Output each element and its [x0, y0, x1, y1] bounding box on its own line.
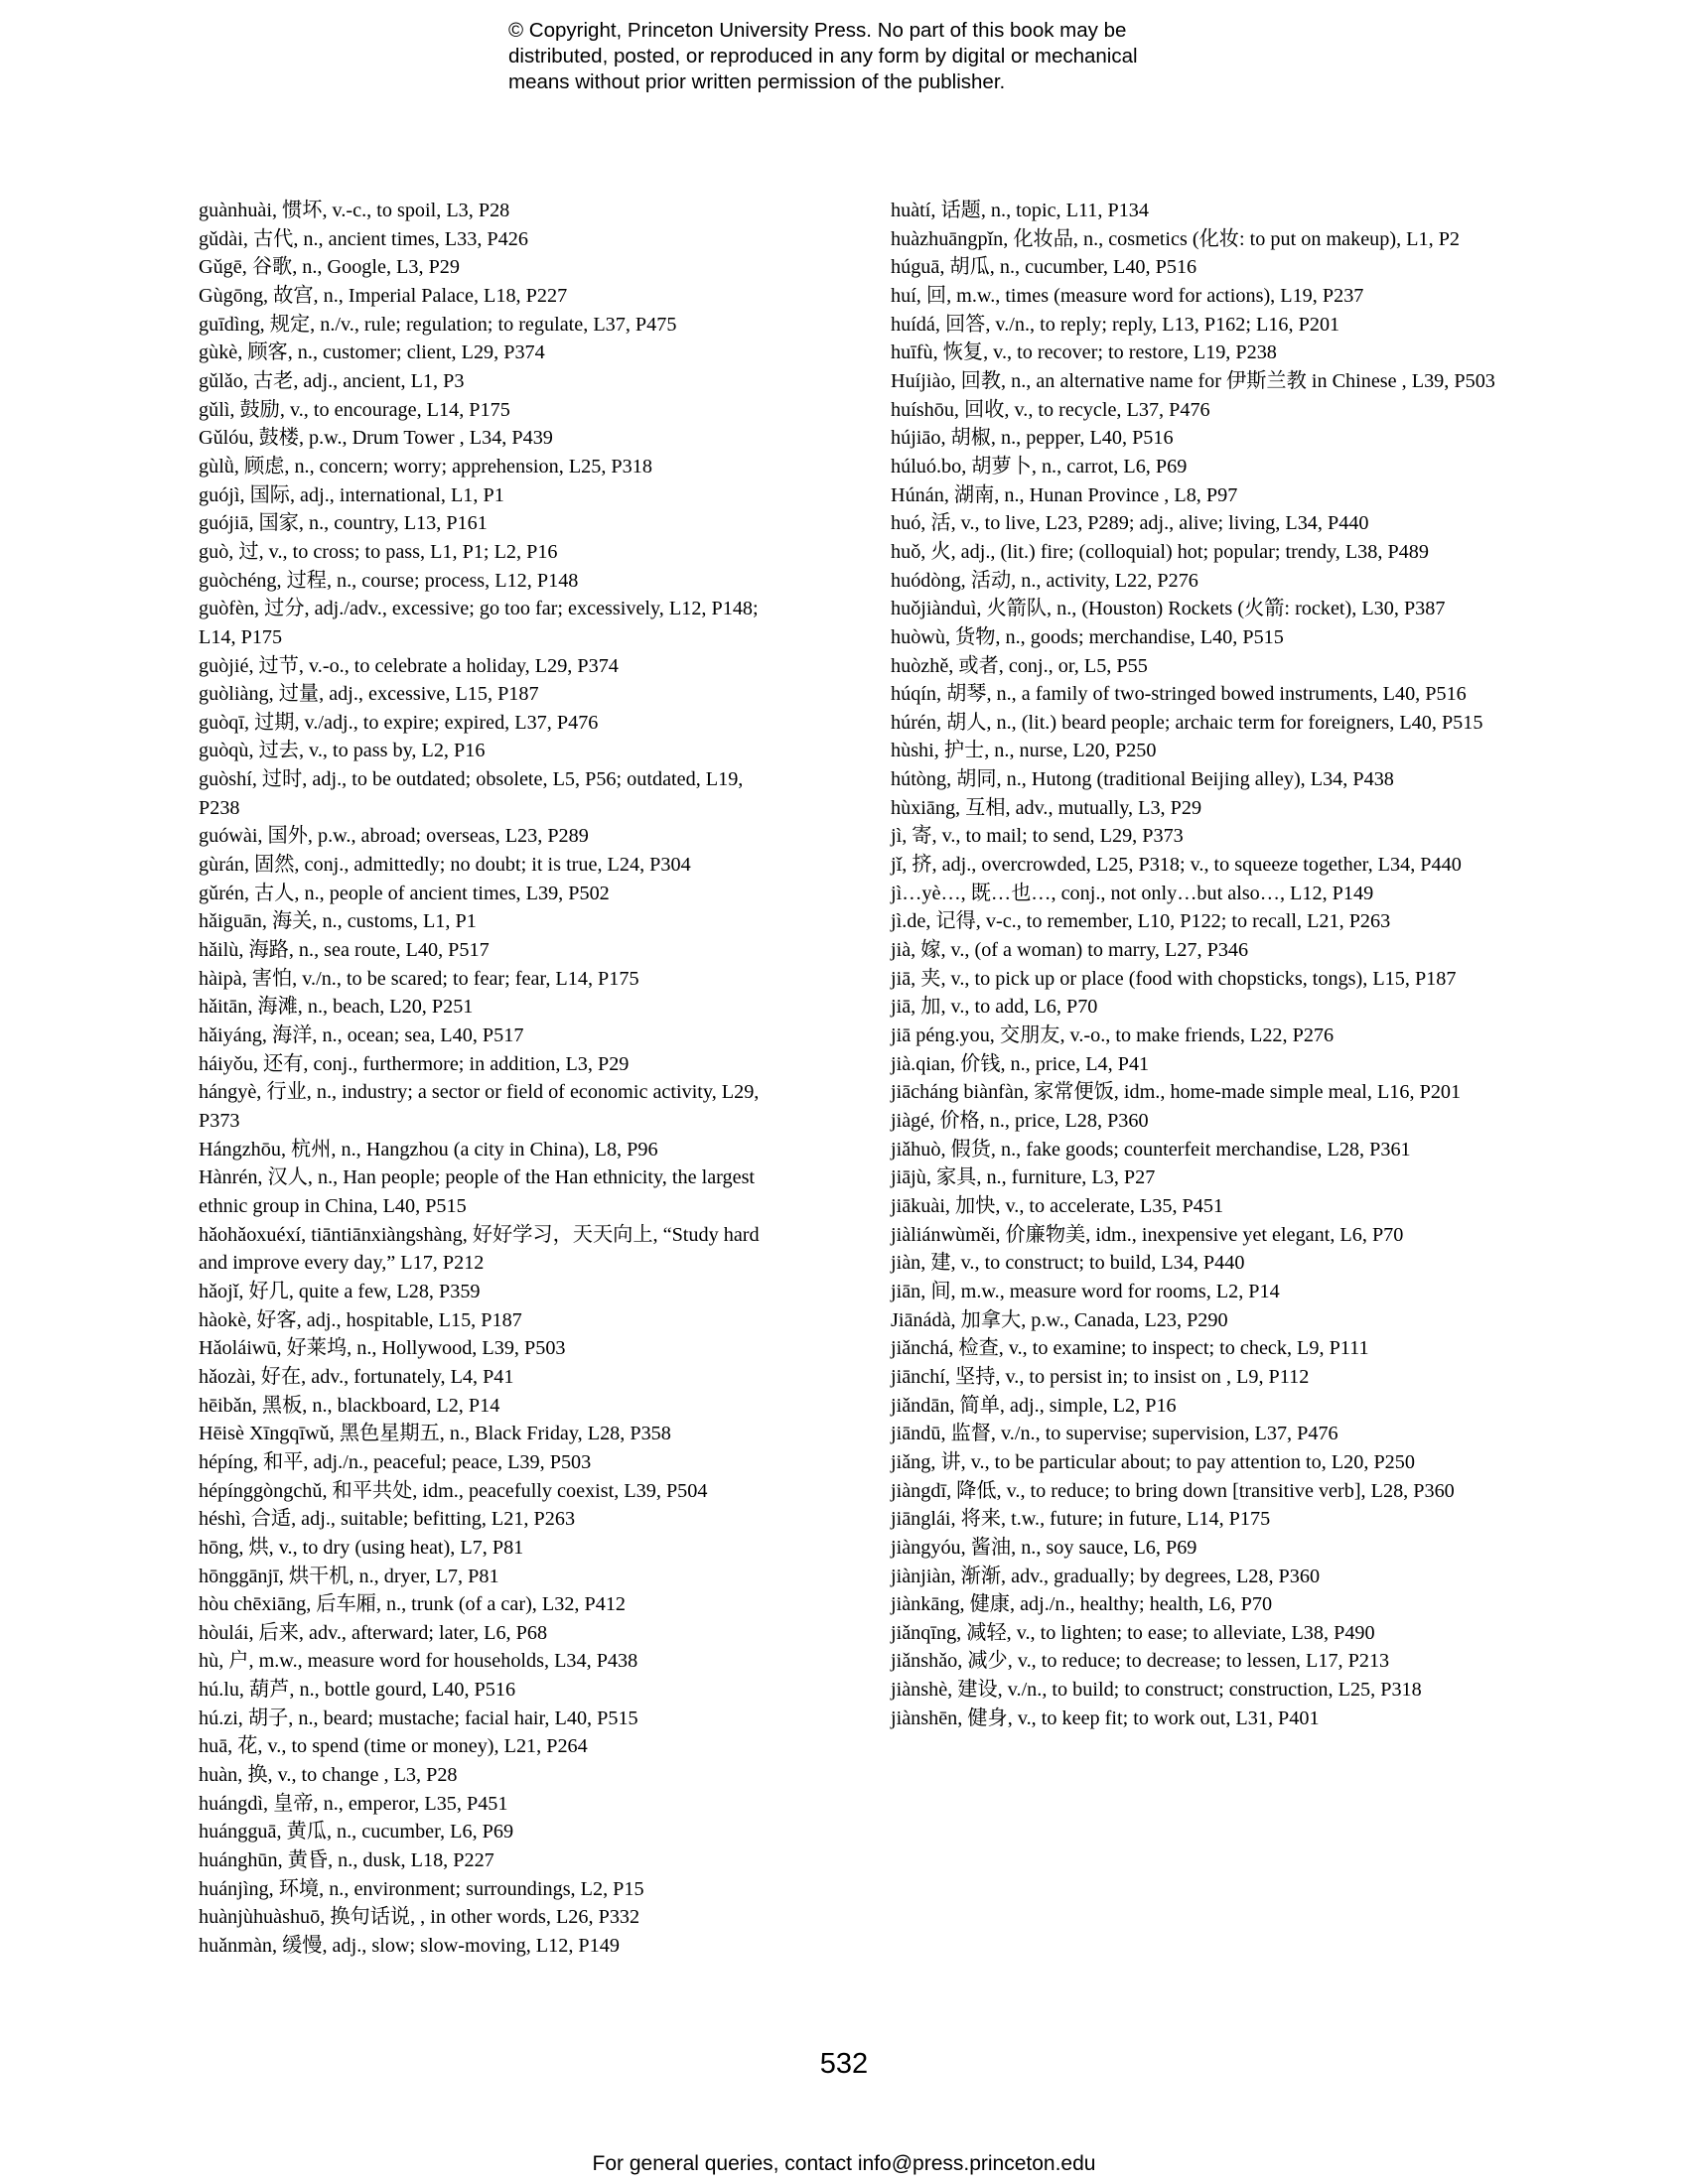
- glossary-entry: jǐ, 挤, adj., overcrowded, L25, P318; v., to squeeze together, L34, P440: [891, 854, 1462, 877]
- glossary-entry: jiānglái, 将来, t.w., future; in future, L14, P175: [891, 1508, 1271, 1531]
- glossary-entry: jiā, 夹, v., to pick up or place (food with chopsticks, tongs), L15, P187: [891, 967, 1457, 990]
- glossary-entry: jiàngdī, 降低, v., to reduce; to bring down [transitive verb], L28, P360: [891, 1479, 1455, 1502]
- glossary-entry: jiàn, 建, v., to construct; to build, L34, P440: [891, 1252, 1245, 1275]
- glossary-left-column: [199, 197, 784, 1961]
- glossary-entry: jiā péng.you, 交朋友, v.-o., to make friends, L22, P276: [891, 1024, 1335, 1047]
- glossary-entry: huódòng, 活动, n., activity, L22, P276: [891, 569, 1198, 592]
- glossary-entry: jiān, 间, m.w., measure word for rooms, L2, P14: [891, 1280, 1280, 1302]
- glossary-entry: húrén, 胡人, n., (lit.) beard people; archaic term for foreigners, L40, P515: [891, 711, 1483, 734]
- glossary-entry: hǎiguān, 海关, n., customs, L1, P1: [199, 910, 477, 933]
- glossary-entry: hù, 户, m.w., measure word for households, L34, P438: [199, 1650, 638, 1673]
- glossary-entry: jiǎng, 讲, v., to be particular about; to pay attention to, L20, P250: [891, 1450, 1415, 1473]
- glossary-entry: jiāndū, 监督, v./n., to supervise; supervision, L37, P476: [891, 1423, 1338, 1445]
- glossary-entry: húguā, 胡瓜, n., cucumber, L40, P516: [891, 256, 1197, 279]
- glossary-entry: jiànjiàn, 渐渐, adv., gradually; by degrees, L28, P360: [891, 1565, 1321, 1587]
- glossary-entry: jiǎhuò, 假货, n., fake goods; counterfeit merchandise, L28, P361: [891, 1138, 1411, 1160]
- glossary-entry: hú.zi, 胡子, n., beard; mustache; facial hair, L40, P515: [199, 1706, 638, 1729]
- glossary-entry: jiànshè, 建设, v./n., to build; to construct; construction, L25, P318: [891, 1679, 1422, 1702]
- glossary-entry: hǎiyáng, 海洋, n., ocean; sea, L40, P517: [199, 1024, 524, 1047]
- glossary-entry: Hēisè Xīngqīwǔ, 黑色星期五, n., Black Friday, L28, P358: [199, 1423, 671, 1445]
- glossary-entry: guòfèn, 过分, adj./adv., excessive; go too far; excessively, L12, P148; L14, P175: [199, 598, 759, 648]
- glossary-entry: hòulái, 后来, adv., afterward; later, L6, P68: [199, 1621, 548, 1644]
- glossary-entry: jiǎnshǎo, 减少, v., to reduce; to decrease; to lessen, L17, P213: [891, 1650, 1390, 1673]
- glossary-entry: jì.de, 记得, v-c., to remember, L10, P122; to recall, L21, P263: [891, 910, 1391, 933]
- glossary-entry: guójì, 国际, adj., international, L1, P1: [199, 483, 504, 506]
- glossary-entry: hēibǎn, 黑板, n., blackboard, L2, P14: [199, 1394, 500, 1417]
- glossary-entry: gùkè, 顾客, n., customer; client, L29, P374: [199, 341, 545, 364]
- glossary-entry: jiànshēn, 健身, v., to keep fit; to work out, L31, P401: [891, 1706, 1320, 1729]
- glossary-entry: jià, 嫁, v., (of a woman) to marry, L27, P346: [891, 939, 1249, 962]
- glossary-entry: jiǎnqīng, 减轻, v., to lighten; to ease; to alleviate, L38, P490: [891, 1621, 1375, 1644]
- glossary-entry: Hángzhōu, 杭州, n., Hangzhou (a city in China), L8, P96: [199, 1138, 658, 1160]
- glossary-entry: hú.lu, 葫芦, n., bottle gourd, L40, P516: [199, 1679, 516, 1702]
- page-number: 532: [819, 2048, 869, 2080]
- glossary-entry: huǒ, 火, adj., (lit.) fire; (colloquial) hot; popular; trendy, L38, P489: [891, 540, 1429, 563]
- glossary-entry: jiànkāng, 健康, adj./n., healthy; health, L6, P70: [891, 1593, 1273, 1616]
- glossary-entry: huàn, 换, v., to change , L3, P28: [199, 1764, 458, 1787]
- glossary-entry: gùrán, 固然, conj., admittedly; no doubt; it is true, L24, P304: [199, 854, 691, 877]
- glossary-entry: guò, 过, v., to cross; to pass, L1, P1; L2, P16: [199, 540, 558, 563]
- glossary-entry: gǔdài, 古代, n., ancient times, L33, P426: [199, 227, 528, 250]
- glossary-entry: hǎojǐ, 好几, quite a few, L28, P359: [199, 1280, 481, 1302]
- glossary-entry: hútòng, 胡同, n., Hutong (traditional Beijing alley), L34, P438: [891, 768, 1394, 791]
- glossary-entry: guòchéng, 过程, n., course; process, L12, P148: [199, 569, 579, 592]
- glossary-entry: Gǔlóu, 鼓楼, p.w., Drum Tower , L34, P439: [199, 427, 553, 450]
- glossary-entry: huànjùhuàshuō, 换句话说, , in other words, L26, P332: [199, 1906, 640, 1929]
- glossary-entry: húqín, 胡琴, n., a family of two-stringed bowed instruments, L40, P516: [891, 683, 1467, 706]
- glossary-entry: hǎohǎoxuéxí, tiāntiānxiàngshàng, 好好学习，天天向上, “Study hard and improve every day,” L17, P212: [199, 1223, 760, 1275]
- glossary-entry: Húnán, 湖南, n., Hunan Province , L8, P97: [891, 483, 1238, 506]
- glossary-entry: gǔrén, 古人, n., people of ancient times, L39, P502: [199, 882, 610, 904]
- glossary-entry: huǎnmàn, 缓慢, adj., slow; slow-moving, L12, P149: [199, 1935, 620, 1958]
- glossary-entry: huòzhě, 或者, conj., or, L5, P55: [891, 654, 1148, 677]
- glossary-entry: hàipà, 害怕, v./n., to be scared; to fear; fear, L14, P175: [199, 967, 639, 990]
- glossary-entry: huā, 花, v., to spend (time or money), L21, P264: [199, 1735, 588, 1758]
- glossary-entry: guówài, 国外, p.w., abroad; overseas, L23, P289: [199, 825, 589, 848]
- glossary-entry: hépíng, 和平, adj./n., peaceful; peace, L39, P503: [199, 1450, 592, 1473]
- glossary-entry: gǔlì, 鼓励, v., to encourage, L14, P175: [199, 398, 510, 421]
- glossary-entry: húluó.bo, 胡萝卜, n., carrot, L6, P69: [891, 455, 1188, 478]
- glossary-entry: huángdì, 皇帝, n., emperor, L35, P451: [199, 1792, 508, 1815]
- glossary-entry: hǎilù, 海路, n., sea route, L40, P517: [199, 939, 490, 962]
- glossary-entry: huíshōu, 回收, v., to recycle, L37, P476: [891, 398, 1210, 421]
- glossary-entry: huàtí, 话题, n., topic, L11, P134: [891, 200, 1149, 221]
- glossary-entry: gǔlǎo, 古老, adj., ancient, L1, P3: [199, 369, 465, 392]
- glossary-entry: huó, 活, v., to live, L23, P289; adj., alive; living, L34, P440: [891, 512, 1369, 535]
- glossary-entry: hōnggānjī, 烘干机, n., dryer, L7, P81: [199, 1565, 499, 1587]
- glossary-entry: hǎozài, 好在, adv., fortunately, L4, P41: [199, 1365, 514, 1388]
- glossary-entry: jiàliánwùměi, 价廉物美, idm., inexpensive yet elegant, L6, P70: [891, 1223, 1404, 1246]
- glossary-entry: hùshi, 护士, n., nurse, L20, P250: [891, 740, 1157, 762]
- glossary-entry: huí, 回, m.w., times (measure word for actions), L19, P237: [891, 284, 1364, 307]
- glossary-entry: hángyè, 行业, n., industry; a sector or field of economic activity, L29, P373: [199, 1081, 760, 1132]
- glossary-entry: guòqī, 过期, v./adj., to expire; expired, L37, P476: [199, 711, 599, 734]
- glossary-entry: Gǔgē, 谷歌, n., Google, L3, P29: [199, 256, 460, 279]
- glossary-entry: jì, 寄, v., to mail; to send, L29, P373: [891, 825, 1184, 848]
- glossary-entry: hàokè, 好客, adj., hospitable, L15, P187: [199, 1308, 522, 1331]
- glossary-entry: hōng, 烘, v., to dry (using heat), L7, P81: [199, 1536, 524, 1559]
- glossary-entry: jiā, 加, v., to add, L6, P70: [891, 996, 1098, 1019]
- glossary-entry: guòshí, 过时, adj., to be outdated; obsolete, L5, P56; outdated, L19, P238: [199, 768, 744, 819]
- glossary-entry: jiākuài, 加快, v., to accelerate, L35, P451: [891, 1194, 1224, 1217]
- glossary-entry: huángguā, 黄瓜, n., cucumber, L6, P69: [199, 1821, 514, 1843]
- glossary-entry: jiānchí, 坚持, v., to persist in; to insist on , L9, P112: [891, 1365, 1310, 1388]
- glossary-entry: jià.qian, 价钱, n., price, L4, P41: [891, 1052, 1150, 1075]
- glossary-entry: guòqù, 过去, v., to pass by, L2, P16: [199, 740, 486, 762]
- glossary-entry: huǒjiànduì, 火箭队, n., (Houston) Rockets (火箭: rocket), L30, P387: [891, 598, 1446, 620]
- glossary-entry: jiǎnchá, 检查, v., to examine; to inspect; to check, L9, P111: [891, 1337, 1369, 1360]
- glossary-entry: guójiā, 国家, n., country, L13, P161: [199, 512, 488, 535]
- glossary-entry: jiājù, 家具, n., furniture, L3, P27: [891, 1166, 1156, 1189]
- glossary-entry: hújiāo, 胡椒, n., pepper, L40, P516: [891, 427, 1174, 450]
- glossary-entry: hǎitān, 海滩, n., beach, L20, P251: [199, 996, 474, 1019]
- glossary-entry: jì…yè…, 既…也…, conj., not only…but also…, L12, P149: [891, 882, 1374, 904]
- footer-contact: For general queries, contact info@press.princeton.edu: [592, 2152, 1096, 2175]
- glossary-entry: háiyǒu, 还有, conj., furthermore; in addition, L3, P29: [199, 1052, 630, 1075]
- glossary-entry: guòjié, 过节, v.-o., to celebrate a holiday, L29, P374: [199, 654, 619, 677]
- copyright-notice: [508, 18, 1263, 95]
- glossary-entry: jiàgé, 价格, n., price, L28, P360: [891, 1110, 1149, 1132]
- glossary-right-column: [891, 197, 1496, 1732]
- glossary-entry: huīfù, 恢复, v., to recover; to restore, L19, P238: [891, 341, 1277, 364]
- copyright-line: © Copyright, Princeton University Press. No part of this book may be: [508, 19, 1127, 42]
- glossary-entry: hépínggòngchǔ, 和平共处, idm., peacefully coexist, L39, P504: [199, 1479, 708, 1502]
- glossary-entry: hòu chēxiāng, 后车厢, n., trunk (of a car), L32, P412: [199, 1593, 627, 1616]
- glossary-entry: jiàngyóu, 酱油, n., soy sauce, L6, P69: [891, 1536, 1197, 1559]
- glossary-entry: huánjìng, 环境, n., environment; surroundings, L2, P15: [199, 1877, 644, 1900]
- glossary-entry: guīdìng, 规定, n./v., rule; regulation; to regulate, L37, P475: [199, 313, 677, 336]
- glossary-entry: gùlǜ, 顾虑, n., concern; worry; apprehension, L25, P318: [199, 455, 652, 478]
- glossary-entry: guànhuài, 惯坏, v.-c., to spoil, L3, P28: [199, 200, 510, 221]
- glossary-entry: hùxiāng, 互相, adv., mutually, L3, P29: [891, 796, 1202, 819]
- glossary-entry: héshì, 合适, adj., suitable; befitting, L21, P263: [199, 1508, 576, 1531]
- glossary-entry: guòliàng, 过量, adj., excessive, L15, P187: [199, 683, 539, 706]
- glossary-entry: Hǎoláiwū, 好莱坞, n., Hollywood, L39, P503: [199, 1337, 566, 1360]
- copyright-line: distributed, posted, or reproduced in any form by digital or mechanical: [508, 45, 1138, 68]
- glossary-entry: jiǎndān, 简单, adj., simple, L2, P16: [891, 1394, 1177, 1417]
- glossary-entry: Gùgōng, 故宫, n., Imperial Palace, L18, P227: [199, 284, 568, 307]
- glossary-entry: jiācháng biànfàn, 家常便饭, idm., home-made simple meal, L16, P201: [891, 1081, 1462, 1104]
- glossary-entry: huídá, 回答, v./n., to reply; reply, L13, P162; L16, P201: [891, 313, 1340, 336]
- copyright-line: means without prior written permission of the publisher.: [508, 70, 1006, 93]
- glossary-entry: Huíjiào, 回教, n., an alternative name for 伊斯兰教 in Chinese , L39, P503: [891, 369, 1495, 392]
- glossary-entry: huàzhuāngpǐn, 化妆品, n., cosmetics (化妆: to put on makeup), L1, P2: [891, 227, 1461, 250]
- glossary-entry: Jiānádà, 加拿大, p.w., Canada, L23, P290: [891, 1308, 1228, 1331]
- glossary-entry: huánghūn, 黄昏, n., dusk, L18, P227: [199, 1849, 494, 1872]
- glossary-entry: Hànrén, 汉人, n., Han people; people of the Han ethnicity, the largest ethnic group in China, L40, P515: [199, 1166, 756, 1217]
- glossary-entry: huòwù, 货物, n., goods; merchandise, L40, P515: [891, 625, 1284, 648]
